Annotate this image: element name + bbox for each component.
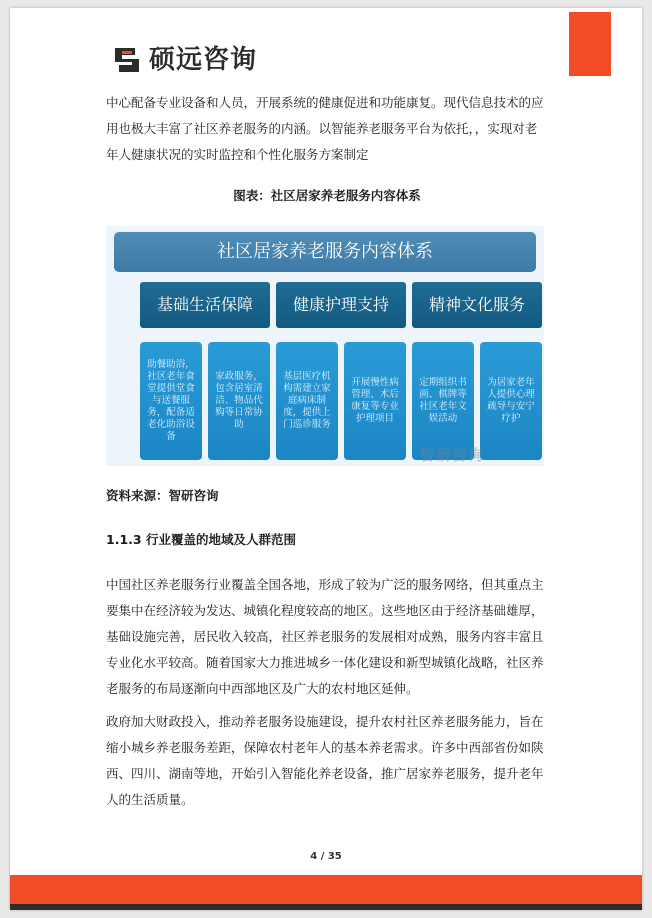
figure-category-spiritual-culture: 精神文化服务 bbox=[412, 282, 542, 328]
figure-category-health-care: 健康护理支持 bbox=[276, 282, 406, 328]
figure-category-basic-life: 基础生活保障 bbox=[140, 282, 270, 328]
document-page bbox=[10, 8, 642, 910]
source-note: 资料来源：智研咨询 bbox=[106, 488, 219, 503]
logo-text: 硕远咨询 bbox=[149, 45, 258, 75]
figure-item: 为居家老年人提供心理疏导与安宁疗护 bbox=[480, 342, 542, 460]
figure-item: 开展慢性病管理、术后康复等专业护理项目 bbox=[344, 342, 406, 460]
footer-dark-line bbox=[10, 904, 642, 910]
body-paragraph: 中国社区养老服务行业覆盖全国各地，形成了较为广泛的服务网络，但其重点主要集中在经济较为发达、城镇化程度较高的地区。这些地区由于经济基础雄厚，基础设施完善，居民收入较高，社区养老服务的发展相对成熟，服务内容丰富且专业化水平较高。随着国家大力推进城乡一体化建设和新型城镇化战略，社区养老服务的布局逐渐向中西部地区及广大的农村地区延伸。 bbox=[106, 577, 544, 696]
figure-caption: 图表：社区居家养老服务内容体系 bbox=[233, 188, 421, 203]
page-number: 4 / 35 bbox=[310, 851, 342, 862]
body-paragraph: 政府加大财政投入，推动养老服务设施建设，提升农村社区养老服务能力，旨在缩小城乡养老服务差距，保障农村老年人的基本养老需求。许多中西部省份如陕西、四川、湖南等地，开始引入智能化养老设备，推广居家养老服务，提升老年人的生活质量。 bbox=[106, 714, 544, 807]
figure-item: 基层医疗机构需建立家庭病床制度，提供上门巡诊服务 bbox=[276, 342, 338, 460]
figure-item: 定期组织书画、棋牌等社区老年文娱活动 bbox=[412, 342, 474, 460]
figure-title: 社区居家养老服务内容体系 bbox=[114, 232, 536, 272]
logo-mark-icon bbox=[112, 45, 142, 75]
service-system-figure bbox=[106, 226, 544, 466]
figure-watermark: 智研咨询 bbox=[420, 446, 485, 464]
footer-accent-bar bbox=[10, 875, 642, 904]
figure-item: 家政服务，包含居室清洁、物品代购等日常协助 bbox=[208, 342, 270, 460]
company-logo bbox=[112, 45, 257, 75]
section-heading: 1.1.3 行业覆盖的地域及人群范围 bbox=[106, 532, 296, 547]
intro-paragraph: 中心配备专业设备和人员，开展系统的健康促进和功能康复。现代信息技术的应用也极大丰富了社区养老服务的内涵。以智能养老服务平台为依托，，实现对老年人健康状况的实时监控和个性化服务方案制定 bbox=[106, 95, 544, 162]
figure-item: 助餐助浴，社区老年食堂提供堂食与送餐服务，配备适老化助浴设备 bbox=[140, 342, 202, 460]
corner-accent-block bbox=[569, 12, 611, 76]
